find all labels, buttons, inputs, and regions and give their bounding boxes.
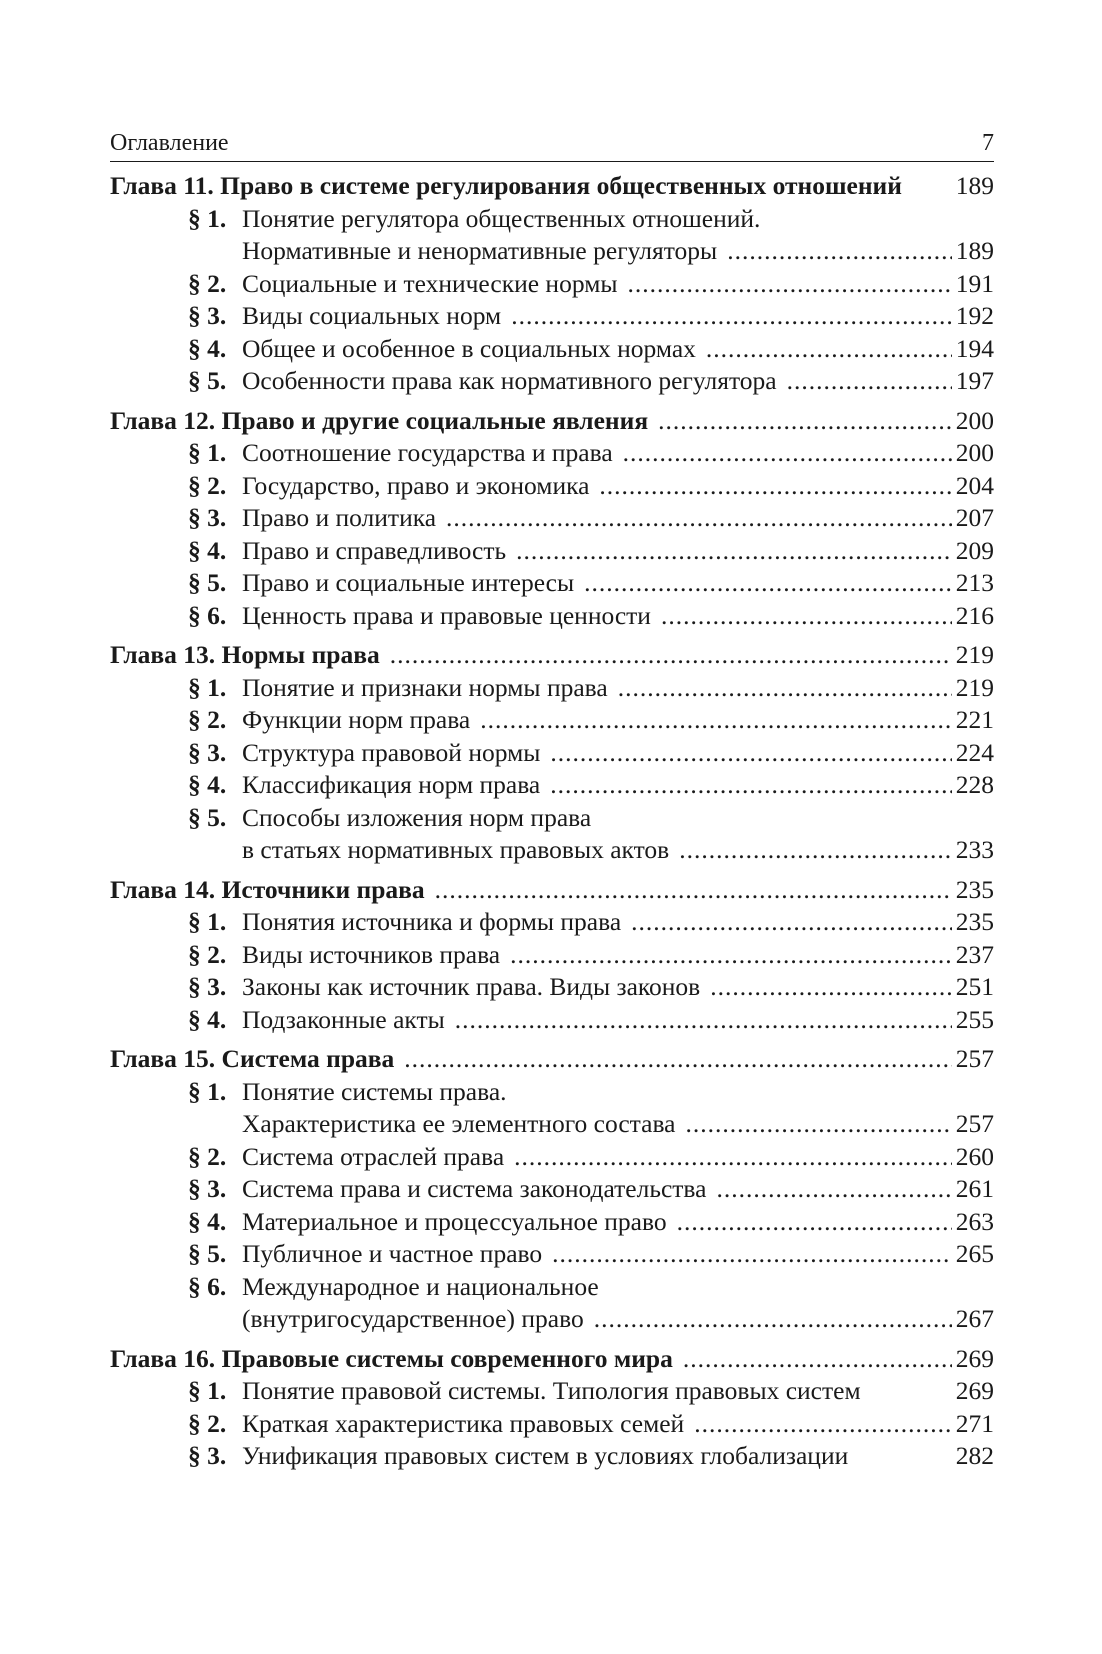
section-title: Функции норм права bbox=[242, 705, 471, 734]
dot-leader bbox=[599, 470, 951, 503]
section-title: Ценность права и правовые ценности bbox=[242, 600, 651, 630]
section-page-number: 261 bbox=[955, 1174, 994, 1203]
section-page-number: 216 bbox=[955, 600, 994, 630]
dot-leader bbox=[446, 502, 952, 535]
section-page-number: 263 bbox=[955, 1206, 994, 1236]
section-page-number: 233 bbox=[955, 835, 994, 864]
section-number: § 6. bbox=[188, 600, 227, 630]
section-page-number: 269 bbox=[955, 1376, 994, 1405]
section-entry bbox=[110, 300, 994, 333]
section-number: § 3. bbox=[188, 972, 227, 1001]
dot-leader bbox=[404, 1043, 951, 1076]
section-number: § 1. bbox=[188, 672, 227, 702]
dot-leader bbox=[683, 1343, 952, 1376]
section-page-number: 237 bbox=[955, 939, 994, 969]
section-page-number: 251 bbox=[955, 972, 994, 1001]
section-title: Понятие регулятора общественных отношений. bbox=[242, 203, 761, 233]
section-number: § 3. bbox=[188, 1174, 227, 1203]
dot-leader bbox=[552, 1238, 952, 1271]
chapter-entry bbox=[110, 170, 994, 203]
section-number: § 5. bbox=[188, 802, 227, 832]
section-entry bbox=[110, 1076, 994, 1109]
section-title: Краткая характеристика правовых семей bbox=[242, 1408, 685, 1438]
dot-leader bbox=[694, 1408, 952, 1441]
section-entry bbox=[110, 203, 994, 236]
running-header-title: Оглавление bbox=[110, 130, 229, 156]
section-number: § 5. bbox=[188, 568, 227, 597]
section-title: Соотношение государства и права bbox=[242, 438, 613, 467]
section-entry-continuation bbox=[110, 834, 994, 867]
toc-chapter bbox=[110, 639, 994, 867]
section-number: § 6. bbox=[188, 1271, 227, 1301]
dot-leader bbox=[677, 1206, 952, 1239]
dot-leader bbox=[623, 437, 952, 470]
section-title: Общее и особенное в социальных нормах bbox=[242, 333, 696, 363]
section-title: Классификация норм права bbox=[242, 770, 541, 799]
section-number: § 1. bbox=[188, 907, 227, 936]
dot-leader bbox=[631, 906, 952, 939]
section-page-number: 219 bbox=[955, 672, 994, 702]
section-page-number: 221 bbox=[955, 705, 994, 734]
chapter-title: Глава 16. Правовые системы современного мира bbox=[110, 1343, 673, 1373]
section-number: § 3. bbox=[188, 503, 227, 532]
dot-leader bbox=[516, 535, 952, 568]
chapter-page-number: 269 bbox=[955, 1343, 994, 1373]
section-title: Публичное и частное право bbox=[242, 1239, 543, 1268]
chapter-page-number: 235 bbox=[955, 874, 994, 904]
dot-leader bbox=[787, 365, 952, 398]
section-entry bbox=[110, 704, 994, 737]
dot-leader bbox=[480, 704, 951, 737]
page-number: 7 bbox=[982, 130, 994, 156]
section-entry bbox=[110, 769, 994, 802]
dot-leader bbox=[511, 300, 952, 333]
section-page-number: 192 bbox=[955, 301, 994, 330]
section-entry bbox=[110, 1141, 994, 1174]
section-number: § 2. bbox=[188, 1408, 227, 1438]
section-title: Понятия источника и формы права bbox=[242, 907, 622, 936]
chapter-entry bbox=[110, 1343, 994, 1376]
toc-chapter bbox=[110, 170, 994, 398]
section-title: Государство, право и экономика bbox=[242, 470, 590, 500]
section-title: Унификация правовых систем в условиях глобализации bbox=[242, 1441, 849, 1470]
section-number: § 5. bbox=[188, 1239, 227, 1268]
section-number: § 5. bbox=[188, 366, 227, 395]
section-page-number: 255 bbox=[955, 1004, 994, 1034]
section-entry bbox=[110, 470, 994, 503]
dot-leader bbox=[510, 939, 952, 972]
dot-leader bbox=[685, 1108, 951, 1141]
toc-chapter bbox=[110, 1343, 994, 1473]
toc-chapter bbox=[110, 405, 994, 633]
section-entry bbox=[110, 939, 994, 972]
section-entry bbox=[110, 1271, 994, 1304]
section-entry bbox=[110, 333, 994, 366]
section-page-number: 197 bbox=[955, 366, 994, 395]
toc-page bbox=[110, 128, 994, 1480]
chapter-title: Глава 14. Источники права bbox=[110, 874, 425, 904]
chapter-entry bbox=[110, 639, 994, 672]
chapter-page-number: 200 bbox=[955, 405, 994, 435]
section-title: в статьях нормативных правовых актов bbox=[242, 835, 670, 864]
dot-leader bbox=[455, 1004, 952, 1037]
dot-leader bbox=[390, 639, 952, 672]
section-title: Характеристика ее элементного состава bbox=[242, 1109, 676, 1138]
table-of-contents bbox=[110, 170, 994, 1473]
section-number: § 4. bbox=[188, 1206, 227, 1236]
section-entry bbox=[110, 1408, 994, 1441]
section-title: Нормативные и ненормативные регуляторы bbox=[242, 236, 718, 265]
running-header bbox=[110, 128, 994, 162]
section-entry-continuation bbox=[110, 1303, 994, 1336]
chapter-page-number: 219 bbox=[955, 640, 994, 669]
dot-leader bbox=[661, 600, 952, 633]
section-entry bbox=[110, 1375, 994, 1408]
section-title: Право и политика bbox=[242, 503, 437, 532]
section-number: § 1. bbox=[188, 1376, 227, 1405]
section-number: § 4. bbox=[188, 770, 227, 799]
chapter-title: Глава 12. Право и другие социальные явления bbox=[110, 405, 649, 435]
section-page-number: 209 bbox=[955, 535, 994, 565]
section-entry bbox=[110, 1206, 994, 1239]
dot-leader bbox=[550, 769, 952, 802]
section-number: § 3. bbox=[188, 1441, 227, 1470]
section-title: (внутригосударственное) право bbox=[242, 1304, 584, 1333]
chapter-title: Глава 11. Право в системе регулирования общественных отношений bbox=[110, 171, 902, 200]
section-page-number: 224 bbox=[955, 737, 994, 767]
section-page-number: 191 bbox=[955, 268, 994, 298]
section-entry bbox=[110, 600, 994, 633]
chapter-page-number: 257 bbox=[955, 1044, 994, 1073]
section-entry bbox=[110, 502, 994, 535]
dot-leader bbox=[584, 567, 952, 600]
section-title: Право и социальные интересы bbox=[242, 568, 575, 597]
section-title: Способы изложения норм права bbox=[242, 802, 592, 832]
dot-leader bbox=[679, 834, 952, 867]
dot-leader bbox=[727, 235, 952, 268]
section-title: Понятие и признаки нормы права bbox=[242, 672, 608, 702]
section-number: § 4. bbox=[188, 1004, 227, 1034]
dot-leader bbox=[706, 333, 952, 366]
section-page-number: 189 bbox=[955, 236, 994, 265]
chapter-entry bbox=[110, 405, 994, 438]
section-page-number: 200 bbox=[955, 438, 994, 467]
section-title: Система отраслей права bbox=[242, 1141, 505, 1171]
section-number: § 1. bbox=[188, 438, 227, 467]
dot-leader bbox=[710, 971, 952, 1004]
section-number: § 2. bbox=[188, 939, 227, 969]
section-title: Виды источников права bbox=[242, 939, 501, 969]
section-page-number: 265 bbox=[955, 1239, 994, 1268]
section-title: Социальные и технические нормы bbox=[242, 268, 618, 298]
dot-leader bbox=[658, 405, 952, 438]
section-title: Законы как источник права. Виды законов bbox=[242, 972, 701, 1001]
section-entry bbox=[110, 971, 994, 1004]
section-number: § 2. bbox=[188, 1141, 227, 1171]
chapter-title: Глава 15. Система права bbox=[110, 1044, 395, 1073]
section-title: Понятие системы права. bbox=[242, 1076, 507, 1106]
section-page-number: 260 bbox=[955, 1141, 994, 1171]
section-number: § 1. bbox=[188, 203, 227, 233]
section-number: § 2. bbox=[188, 268, 227, 298]
section-entry bbox=[110, 437, 994, 470]
dot-leader bbox=[618, 672, 952, 705]
section-title: Структура правовой нормы bbox=[242, 737, 541, 767]
section-entry bbox=[110, 1440, 994, 1473]
dot-leader bbox=[716, 1173, 951, 1206]
section-entry bbox=[110, 365, 994, 398]
chapter-entry bbox=[110, 874, 994, 907]
section-title: Право и справедливость bbox=[242, 535, 507, 565]
section-title: Виды социальных норм bbox=[242, 301, 502, 330]
section-entry-continuation bbox=[110, 235, 994, 268]
dot-leader bbox=[550, 737, 951, 770]
chapter-entry bbox=[110, 1043, 994, 1076]
dot-leader bbox=[594, 1303, 952, 1336]
section-title: Подзаконные акты bbox=[242, 1004, 445, 1034]
section-entry bbox=[110, 535, 994, 568]
section-entry bbox=[110, 802, 994, 835]
section-page-number: 207 bbox=[955, 503, 994, 532]
section-entry bbox=[110, 1238, 994, 1271]
section-number: § 4. bbox=[188, 535, 227, 565]
section-title: Особенности права как нормативного регулятора bbox=[242, 366, 777, 395]
section-page-number: 194 bbox=[955, 333, 994, 363]
toc-chapter bbox=[110, 874, 994, 1037]
section-title: Система права и система законодательства bbox=[242, 1174, 707, 1203]
section-page-number: 204 bbox=[955, 470, 994, 500]
section-entry bbox=[110, 567, 994, 600]
chapter-page-number: 189 bbox=[955, 171, 994, 200]
section-entry bbox=[110, 1004, 994, 1037]
section-page-number: 257 bbox=[955, 1109, 994, 1138]
section-title: Международное и национальное bbox=[242, 1271, 599, 1301]
dot-leader bbox=[627, 268, 951, 301]
section-entry-continuation bbox=[110, 1108, 994, 1141]
section-entry bbox=[110, 672, 994, 705]
dot-leader bbox=[514, 1141, 952, 1174]
section-entry bbox=[110, 1173, 994, 1206]
section-number: § 3. bbox=[188, 737, 227, 767]
section-page-number: 267 bbox=[955, 1304, 994, 1333]
section-page-number: 213 bbox=[955, 568, 994, 597]
section-page-number: 271 bbox=[955, 1408, 994, 1438]
chapter-title: Глава 13. Нормы права bbox=[110, 640, 380, 669]
toc-chapter bbox=[110, 1043, 994, 1336]
section-entry bbox=[110, 268, 994, 301]
section-title: Понятие правовой системы. Типология правовых систем bbox=[242, 1376, 861, 1405]
section-title: Материальное и процессуальное право bbox=[242, 1206, 667, 1236]
section-number: § 4. bbox=[188, 333, 227, 363]
section-entry bbox=[110, 906, 994, 939]
section-number: § 1. bbox=[188, 1076, 227, 1106]
section-page-number: 235 bbox=[955, 907, 994, 936]
section-page-number: 228 bbox=[955, 770, 994, 799]
section-entry bbox=[110, 737, 994, 770]
section-number: § 2. bbox=[188, 705, 227, 734]
section-number: § 3. bbox=[188, 301, 227, 330]
section-number: § 2. bbox=[188, 470, 227, 500]
section-page-number: 282 bbox=[955, 1441, 994, 1470]
dot-leader bbox=[435, 874, 952, 907]
